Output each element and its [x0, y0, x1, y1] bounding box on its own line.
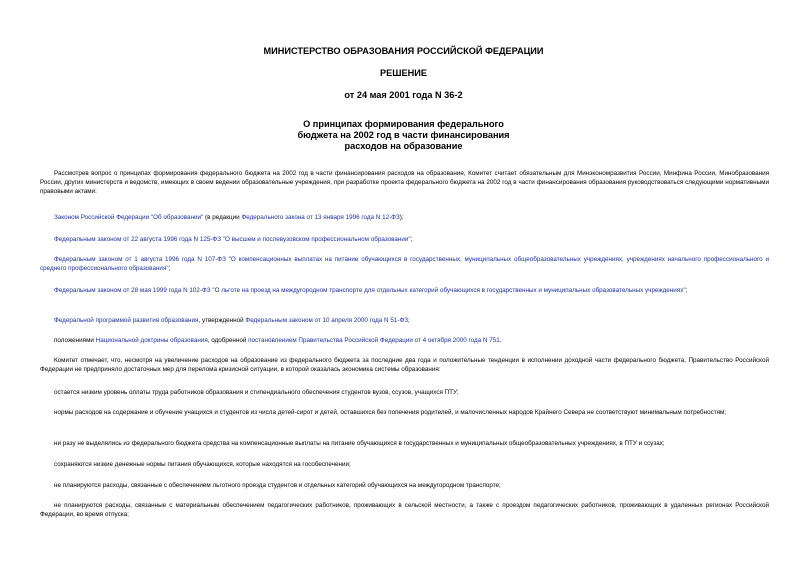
- intro-paragraph: Рассмотрев вопрос о принципах формирования федерального бюджета на 2002 год в части финансирования расходов на образование, Комитет считает обязательным для Минэкономразвития России, Минфина России, Минобразования России, других министерств и ведомств, имеющих в своем ведении образовательные учреждения, при разработке проекта федерального бюджета на 2002 год в части финансирования образования руководствоваться следующими нормативными правовыми актами:: [40, 170, 769, 195]
- text-fragment: ;: [685, 287, 688, 294]
- text-fragment: );: [399, 214, 404, 221]
- doctrine-paragraph: [40, 337, 769, 346]
- law-link-51fz[interactable]: Федеральным законом от 10 апреля 2000 года N 51-ФЗ: [245, 317, 409, 324]
- program-paragraph: [40, 317, 769, 326]
- title-line: О принципах формирования федерального: [303, 119, 504, 129]
- law-paragraph-transport: [40, 287, 769, 296]
- law-paragraph-education: [40, 214, 769, 223]
- doctrine-link[interactable]: Национальной доктрины образования: [95, 337, 208, 344]
- issue-item: не планируются расходы, связанные с материальным обеспечением педагогических работников, проживающих в сельской местности, а также с проездом педагогических работников, проживающих в удаленных регионах Российской Федерации, во время отпуска;: [40, 502, 769, 518]
- document-date: от 24 мая 2001 года N 36-2: [344, 90, 463, 100]
- text-fragment: ;: [168, 264, 171, 272]
- title-line: расходов на образование: [344, 141, 463, 151]
- law-link-12fz[interactable]: Федерального закона от 13 января 1996 года N 12-ФЗ: [241, 214, 400, 221]
- text-fragment: ;: [408, 317, 410, 324]
- law-link-102fz[interactable]: Федеральным законом от 28 мая 1999 года N 102-ФЗ "О льготе на проезд на междугородном транспорте для отдельных категорий обучающихся в государственных и муниципальных образовательных учреждениях": [54, 287, 686, 294]
- ministry-heading: МИНИСТЕРСТВО ОБРАЗОВАНИЯ РОССИЙСКОЙ ФЕДЕРАЦИИ: [263, 46, 544, 56]
- law-paragraph-meals: [40, 256, 769, 274]
- law-paragraph-higher-education: [40, 236, 769, 245]
- text-fragment: .: [499, 337, 502, 344]
- issue-item: остается низким уровень оплаты труда работников образования и стипендиального обеспечения студентов вузов, ссузов, учащихся ПТУ;: [54, 389, 459, 396]
- issue-item: сохраняются низкие денежные нормы питания обучающихся, которые находятся на гособеспечении;: [54, 461, 351, 468]
- program-link[interactable]: Федеральной программой развития образования: [54, 317, 199, 324]
- law-link-125fz[interactable]: Федеральным законом от 22 августа 1996 года N 125-ФЗ "О высшем и послевузовском профессиональном образовании": [54, 236, 411, 243]
- committee-notes-paragraph: Комитет отмечает, что, несмотря на увеличение расходов на образование из федерального бюджета за последние два года и положительные тенденции в исполнении доходной части федерального бюджета, Правительство Российской Федерации не предприняло достаточных мер для перелома кризисной ситуации, в которой оказалась экономика системы образования:: [40, 357, 769, 373]
- text-fragment: ;: [410, 236, 413, 243]
- law-link-education[interactable]: Законом Российской Федерации "Об образовании": [54, 214, 204, 221]
- issue-item: не планируются расходы, связанные с обеспечением льготного проезда студентов и отдельных категорий обучающихся на междугородном транспорте;: [54, 482, 501, 489]
- resolution-link-751[interactable]: постановлением Правительства Российской Федерации от 4 октября 2000 года N 751: [248, 337, 500, 344]
- text-fragment: , одобренной: [207, 337, 249, 344]
- document-type: РЕШЕНИЕ: [380, 68, 427, 78]
- document-body: [40, 0, 769, 571]
- title-line: бюджета на 2002 год в части финансирования: [297, 130, 510, 140]
- text-fragment: (в редакции: [203, 214, 242, 221]
- text-fragment: , утвержденной: [198, 317, 246, 324]
- issue-item: ни разу не выделялись из федерального бюджета средства на компенсационные выплаты на питание обучающихся в государственных и муниципальных общеобразовательных учреждениях, в ПТУ и ссузах;: [54, 440, 665, 447]
- issue-item: нормы расходов на содержание и обучение учащихся и студентов из числа детей-сирот и детей, оставшихся без попечения родителей, и малочисленных народов Крайнего Севера не соответствуют минимальным потребностям;: [54, 409, 727, 416]
- law-link-107fz[interactable]: Федеральным законом от 1 августа 1996 года N 107-ФЗ "О компенсационных выплатах на питание обучающихся в государственных, муниципальных общеобразовательных учреждениях, учреждениях начального профессионального и среднего профессионального образования": [40, 256, 769, 272]
- text-fragment: положениями: [54, 337, 96, 344]
